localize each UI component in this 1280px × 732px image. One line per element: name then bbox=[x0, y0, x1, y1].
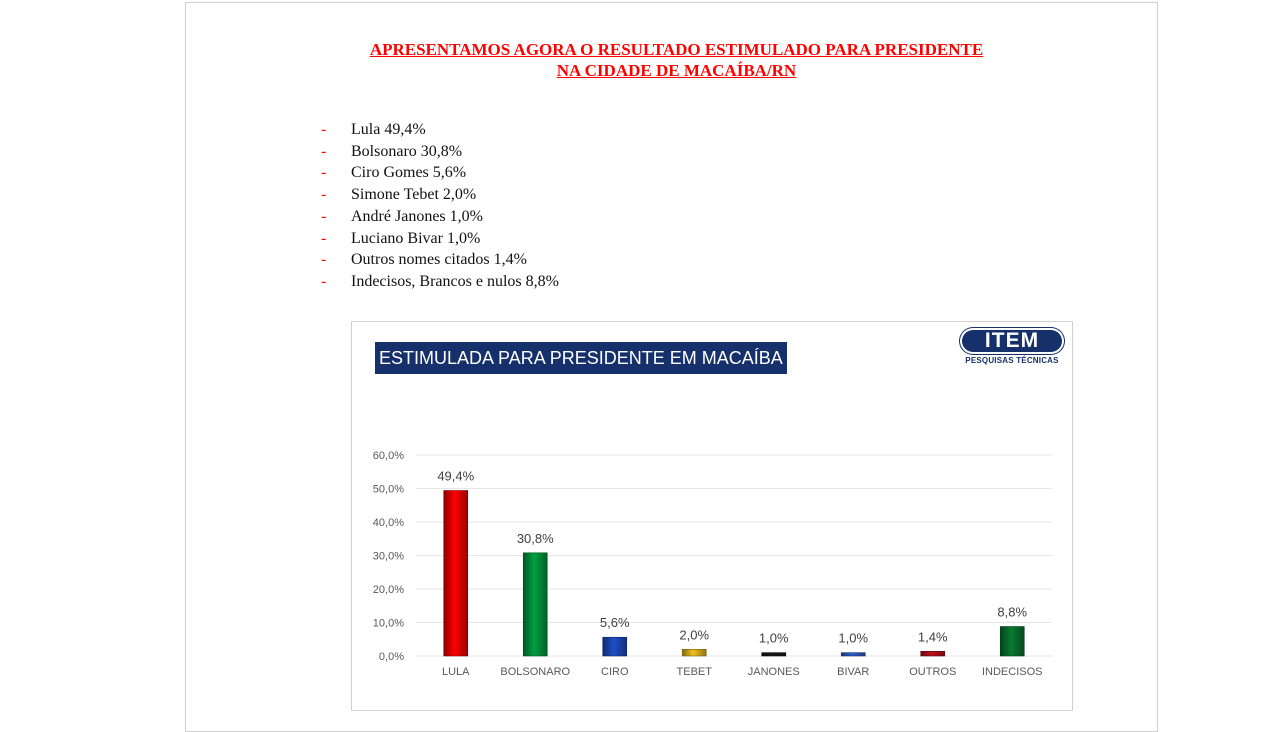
category-label: INDECISOS bbox=[981, 666, 1043, 678]
logo-subtitle: PESQUISAS TÉCNICAS bbox=[965, 356, 1059, 365]
result-text: Outros nomes citados 1,4% bbox=[351, 251, 527, 269]
category-label: JANONES bbox=[747, 666, 800, 678]
y-tick-label: 50,0% bbox=[372, 483, 404, 496]
category-label: LULA bbox=[441, 666, 470, 678]
bullet-dash: - bbox=[321, 142, 327, 160]
result-text: Bolsonaro 30,8% bbox=[351, 142, 463, 160]
result-text: Simone Tebet 2,0% bbox=[351, 186, 477, 204]
bar-janones bbox=[762, 653, 786, 656]
result-item bbox=[321, 141, 559, 163]
bar-lula bbox=[444, 491, 468, 656]
data-label: 1,0% bbox=[838, 630, 869, 646]
data-label: 5,6% bbox=[599, 615, 630, 631]
bullet-dash: - bbox=[321, 229, 327, 247]
data-label: 30,8% bbox=[516, 530, 554, 546]
result-item bbox=[321, 119, 559, 141]
result-item bbox=[321, 184, 559, 206]
bar-outros bbox=[921, 651, 945, 656]
bullet-dash: - bbox=[321, 207, 327, 225]
result-item bbox=[321, 206, 559, 228]
heading-line-2: NA CIDADE DE MACAÍBA/RN bbox=[556, 61, 797, 80]
category-label: CIRO bbox=[601, 666, 629, 678]
bar-ciro bbox=[603, 637, 627, 656]
category-label: BOLSONARO bbox=[500, 666, 571, 678]
result-text: Ciro Gomes 5,6% bbox=[351, 164, 467, 182]
bullet-dash: - bbox=[321, 164, 327, 182]
y-tick-label: 40,0% bbox=[372, 517, 404, 529]
result-text: André Janones 1,0% bbox=[351, 207, 483, 225]
data-label: 49,4% bbox=[437, 468, 475, 484]
y-tick-label: 60,0% bbox=[372, 450, 404, 462]
document-heading bbox=[186, 39, 1157, 81]
data-label: 1,4% bbox=[917, 629, 948, 645]
y-tick-label: 20,0% bbox=[372, 584, 404, 596]
result-item bbox=[321, 228, 559, 250]
bar-chart bbox=[352, 322, 1072, 710]
data-label: 8,8% bbox=[997, 604, 1028, 620]
category-label: TEBET bbox=[676, 666, 712, 678]
category-label: BIVAR bbox=[837, 666, 870, 678]
bar-bivar bbox=[841, 653, 865, 656]
bar-bolsonaro bbox=[523, 553, 547, 656]
y-tick-label: 0,0% bbox=[378, 651, 404, 663]
bullet-dash: - bbox=[321, 272, 327, 290]
logo-word: ITEM bbox=[960, 328, 1064, 354]
category-label: OUTROS bbox=[909, 666, 957, 678]
result-item bbox=[321, 162, 559, 184]
y-tick-label: 30,0% bbox=[372, 550, 404, 563]
result-text: Luciano Bivar 1,0% bbox=[351, 229, 481, 247]
chart-frame bbox=[351, 321, 1073, 711]
bullet-dash: - bbox=[321, 186, 327, 204]
bar-tebet bbox=[682, 649, 706, 656]
bullet-dash: - bbox=[321, 121, 327, 138]
result-text: Indecisos, Brancos e nulos 8,8% bbox=[351, 272, 559, 290]
chart-title: ESTIMULADA PARA PRESIDENTE EM MACAÍBA bbox=[375, 342, 787, 374]
result-item bbox=[321, 271, 559, 293]
results-list bbox=[321, 119, 559, 293]
result-text: Lula 49,4% bbox=[351, 121, 426, 138]
y-tick-label: 10,0% bbox=[372, 617, 404, 630]
data-label: 2,0% bbox=[679, 627, 710, 643]
result-item bbox=[321, 249, 559, 271]
data-label: 1,0% bbox=[758, 630, 789, 646]
heading-line-1: APRESENTAMOS AGORA O RESULTADO ESTIMULADO PARA PRESIDENTE bbox=[369, 40, 984, 59]
bullet-dash: - bbox=[321, 251, 327, 269]
document-page bbox=[185, 2, 1158, 732]
bar-indecisos bbox=[1000, 627, 1024, 656]
